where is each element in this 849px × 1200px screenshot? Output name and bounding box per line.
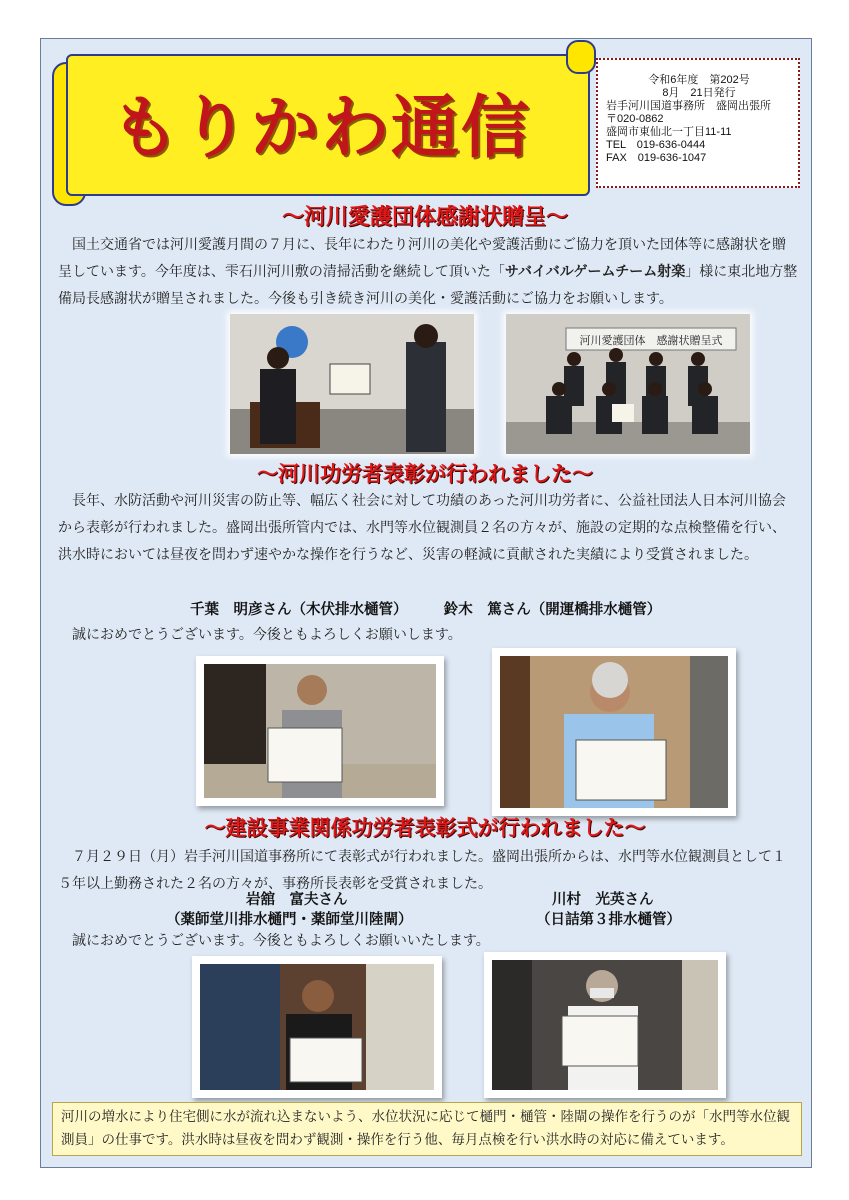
telephone: TEL 019-636-0444 <box>606 139 706 151</box>
section1-paragraph <box>58 232 798 313</box>
section2-heading: ～河川功労者表彰が行われました～ <box>257 462 593 486</box>
photo-group-ceremony <box>506 314 750 454</box>
team-name: サバイバルゲームチーム射楽 <box>504 264 686 280</box>
section2-congrats: 誠におめでとうございます。今後ともよろしくお願いします。 <box>58 627 462 643</box>
section3-awardee2-name: 川村 光英さん <box>552 892 654 908</box>
publisher: 岩手河川国道事務所 盛岡出張所 <box>606 100 771 112</box>
section2-awardee-names: 千葉 明彦さん（木伏排水樋管） 鈴木 篤さん（開運橋排水樋管） <box>190 602 662 618</box>
issue-number: 令和6年度 第202号 <box>648 74 750 86</box>
issue-info-box <box>596 58 800 188</box>
footer-note: 河川の増水により住宅側に水が流れ込まないよう、水位状況に応じて樋門・樋管・陸閘の操作を行うのが「水門等水位観測員」の仕事です。洪水時は昼夜を問わず観測・操作を行う他、毎月点検を行い洪水時の対応に備えています。 <box>52 1102 802 1156</box>
photo-award-handover <box>230 314 474 454</box>
section1-heading: ～河川愛護団体感謝状贈呈～ <box>281 205 568 230</box>
ceremony-banner: 河川愛護団体 感謝状贈呈式 <box>579 334 723 347</box>
section3-heading: ～建設事業関係功労者表彰式が行われました～ <box>204 816 646 840</box>
photo-suzuki <box>492 648 736 816</box>
photo-iwadate <box>192 956 442 1098</box>
photo-chiba <box>196 656 444 806</box>
section3-awardee1-place: （薬師堂川排水樋門・薬師堂川陸閘） <box>166 912 413 928</box>
address: 盛岡市東仙北一丁目11-11 <box>606 126 732 138</box>
issue-date: 8月 21日発行 <box>662 87 736 99</box>
scroll-curl-right <box>566 40 596 74</box>
newsletter-title: もりかわ通信 <box>110 89 531 168</box>
section3-congrats: 誠におめでとうございます。今後ともよろしくお願いいたします。 <box>58 933 490 949</box>
section2-paragraph: 長年、水防活動や河川災害の防止等、幅広く社会に対して功績のあった河川功労者に、公益社団法人日本河川協会から表彰が行われました。盛岡出張所管内では、水門等水位観測員２名の方々が、施設の定期的な点検整備を行い、洪水時においては昼夜を問わず速やかな操作を行うなど、災害の軽減に貢献された実績により受賞されました。 <box>58 493 786 563</box>
section3-paragraph: ７月２９日（月）岩手河川国道事務所にて表彰式が行われました。盛岡出張所からは、水門等水位観測員として１５年以上勤務された２名の方々が、事務所長表彰を受賞されました。 <box>58 849 786 892</box>
photo-kawamura <box>484 952 726 1098</box>
section3-awardee1-name: 岩舘 富夫さん <box>246 892 348 908</box>
section1-text-c: 」様に東北地方整備局長感謝状が贈呈されました。今後も引き続き河川の美化・愛護活動にご協力をお願いします。 <box>58 264 798 307</box>
section3-awardee2-place: （日詰第３排水樋管） <box>536 912 681 928</box>
fax: FAX 019-636-1047 <box>606 152 707 164</box>
postal-code: 〒020-0862 <box>606 113 664 125</box>
section1-text-a: 国土交通省では河川愛護月間の７月に、長年にわたり河川の美化や愛護活動にご協力を頂いた団体等に感謝状を贈呈しています。今年度は、雫石川河川敷の清掃活動を継続して頂いた「 <box>58 237 786 280</box>
